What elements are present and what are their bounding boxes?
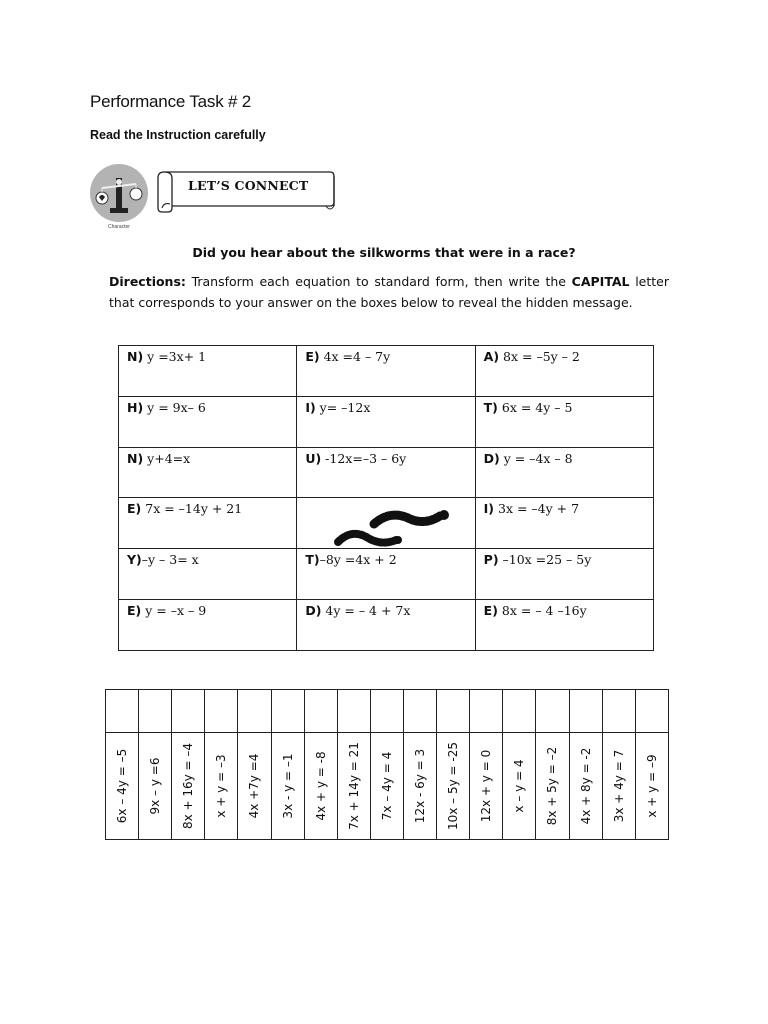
equation-text: –10x =25 – 5y: [498, 552, 592, 568]
answer-label-cell: [139, 733, 172, 840]
answer-box[interactable]: [635, 690, 668, 733]
equation-cell: [119, 447, 297, 498]
riddle-question: Did you hear about the silkworms that were in a race?: [192, 245, 576, 260]
equation-letter: N): [127, 349, 144, 364]
page-title: Performance Task # 2: [90, 92, 252, 111]
answer-equation: x – y = 4: [512, 759, 527, 813]
answer-box[interactable]: [536, 690, 569, 733]
equation-text: 4x =4 – 7y: [319, 349, 391, 364]
equation-text: 6x = 4y – 5: [497, 399, 573, 415]
answer-equation: 6x – 4y = –5: [115, 748, 130, 824]
answer-box[interactable]: [470, 690, 503, 733]
equation-text: 7x = –14y + 21: [141, 501, 243, 517]
answer-label-cell: [172, 733, 205, 840]
directions-emphasis: CAPITAL: [571, 274, 630, 289]
answer-box[interactable]: [503, 690, 536, 733]
answer-box[interactable]: [569, 690, 602, 733]
equation-cell: [297, 447, 475, 498]
equation-row: [119, 600, 654, 651]
answer-label-cell: [569, 733, 602, 840]
equation-letter: U): [305, 450, 322, 466]
equation-letter: I): [483, 501, 495, 517]
answer-label-cell: [437, 733, 470, 840]
answer-label-cell: [635, 733, 668, 840]
equation-letter: T): [305, 552, 320, 568]
answer-box[interactable]: [271, 690, 304, 733]
equation-cell: [475, 447, 653, 498]
equation-text: y = –4x – 8: [499, 450, 573, 466]
answer-equation: 7x + 14y = 21: [346, 742, 361, 830]
badge-caption: Character: [108, 224, 130, 230]
directions-text: Transform each equation to standard form, then write the: [185, 274, 572, 289]
scale-icon: [88, 160, 150, 226]
answer-label-cell: [205, 733, 238, 840]
answer-label-cell: [337, 733, 370, 840]
answer-equation: x + y = –9: [644, 754, 659, 818]
answer-equation: 10x – 5y = -25: [446, 741, 461, 831]
answer-box[interactable]: [437, 690, 470, 733]
answer-equation: 4x + y = -8: [313, 751, 328, 821]
answer-equation: 4x + 8y = -2: [578, 747, 593, 825]
answer-equation: 7x – 4y = 4: [379, 751, 394, 821]
equation-cell: [119, 396, 297, 447]
answer-label-cell: [536, 733, 569, 840]
equation-letter: A): [483, 349, 500, 364]
equation-cell: [475, 396, 653, 447]
instruction-text: Read the Instruction carefully: [90, 128, 266, 142]
equation-row: [119, 396, 654, 447]
answer-box[interactable]: [139, 690, 172, 733]
answer-box[interactable]: [172, 690, 205, 733]
equation-cell: [119, 600, 297, 651]
answer-label-cell: [503, 733, 536, 840]
equation-cell: [119, 346, 297, 397]
answer-equation: 8x + 16y = –4: [181, 742, 196, 830]
equation-letter: Y): [127, 552, 142, 568]
equation-cell: [475, 346, 653, 397]
answer-label-cell: [238, 733, 271, 840]
equation-text: y = –x – 9: [141, 603, 207, 619]
answer-equation: 9x – y =6: [148, 757, 163, 815]
equation-text: y =3x+ 1: [143, 349, 207, 364]
equation-letter: D): [483, 450, 500, 466]
equation-text: 4y = – 4 + 7x: [321, 603, 411, 619]
answer-equation: 3x + 4y = 7: [611, 749, 626, 823]
equation-letter: D): [305, 603, 322, 619]
answer-equation: 4x +7y =4: [247, 753, 262, 819]
answer-box[interactable]: [205, 690, 238, 733]
answer-label-cell: [370, 733, 403, 840]
equation-letter: P): [483, 552, 499, 568]
equation-letter: T): [483, 399, 498, 415]
answer-label-row: [106, 733, 669, 840]
equation-letter: H): [127, 399, 144, 415]
answer-box[interactable]: [337, 690, 370, 733]
equation-letter: E): [127, 501, 142, 517]
answer-box[interactable]: [304, 690, 337, 733]
equation-cell: [475, 549, 653, 600]
answer-label-cell: [106, 733, 139, 840]
answer-box[interactable]: [238, 690, 271, 733]
equation-letter: E): [305, 349, 320, 364]
equation-row: [119, 447, 654, 498]
equation-text: 8x = –5y – 2: [499, 349, 580, 364]
answer-label-cell: [403, 733, 436, 840]
answer-label-cell: [470, 733, 503, 840]
equation-cell: [475, 498, 653, 549]
equation-text: 3x = –4y + 7: [494, 501, 580, 517]
equation-text: 8x = – 4 –16y: [497, 603, 587, 619]
equation-row: [119, 346, 654, 397]
answer-box[interactable]: [370, 690, 403, 733]
answer-label-cell: [271, 733, 304, 840]
answer-box[interactable]: [106, 690, 139, 733]
equation-text: y= –12x: [315, 399, 371, 415]
answer-table: [105, 689, 669, 840]
directions-text-end: letter that corresponds to your answer on the boxes below to reveal the hidden message.: [109, 274, 669, 310]
equation-text: –8y =4x + 2: [319, 552, 397, 568]
equation-text: -12x=–3 – 6y: [321, 450, 407, 466]
answer-box[interactable]: [602, 690, 635, 733]
equation-cell: [297, 346, 475, 397]
answer-equation: 12x - 6y = 3: [413, 748, 428, 824]
banner-text: LET’S CONNECT: [188, 178, 309, 193]
equation-text: y+4=x: [143, 450, 191, 466]
answer-equation: 8x + 5y = –2: [545, 746, 560, 826]
answer-label-cell: [304, 733, 337, 840]
lets-connect-banner: [154, 168, 336, 216]
equation-grid: [118, 345, 654, 651]
equation-text: –y – 3= x: [141, 552, 199, 568]
directions-label: Directions:: [109, 274, 186, 289]
answer-equation: 3x - y = –1: [280, 753, 295, 819]
equation-cell: [119, 549, 297, 600]
equation-cell: [119, 498, 297, 549]
answer-box-row: [106, 690, 669, 733]
silkworm-illustration: [332, 502, 462, 562]
answer-label-cell: [602, 733, 635, 840]
answer-box[interactable]: [403, 690, 436, 733]
equation-letter: E): [127, 603, 142, 619]
equation-text: y = 9x– 6: [143, 399, 206, 415]
equation-cell: [475, 600, 653, 651]
directions-paragraph: [109, 272, 669, 313]
equation-letter: I): [305, 399, 316, 415]
equation-cell: [297, 600, 475, 651]
answer-equation: x + y = –3: [214, 754, 229, 818]
character-badge: [88, 160, 150, 234]
equation-cell: [297, 396, 475, 447]
equation-letter: E): [483, 603, 498, 619]
answer-equation: 12x + y = 0: [479, 749, 494, 823]
equation-letter: N): [127, 450, 144, 466]
